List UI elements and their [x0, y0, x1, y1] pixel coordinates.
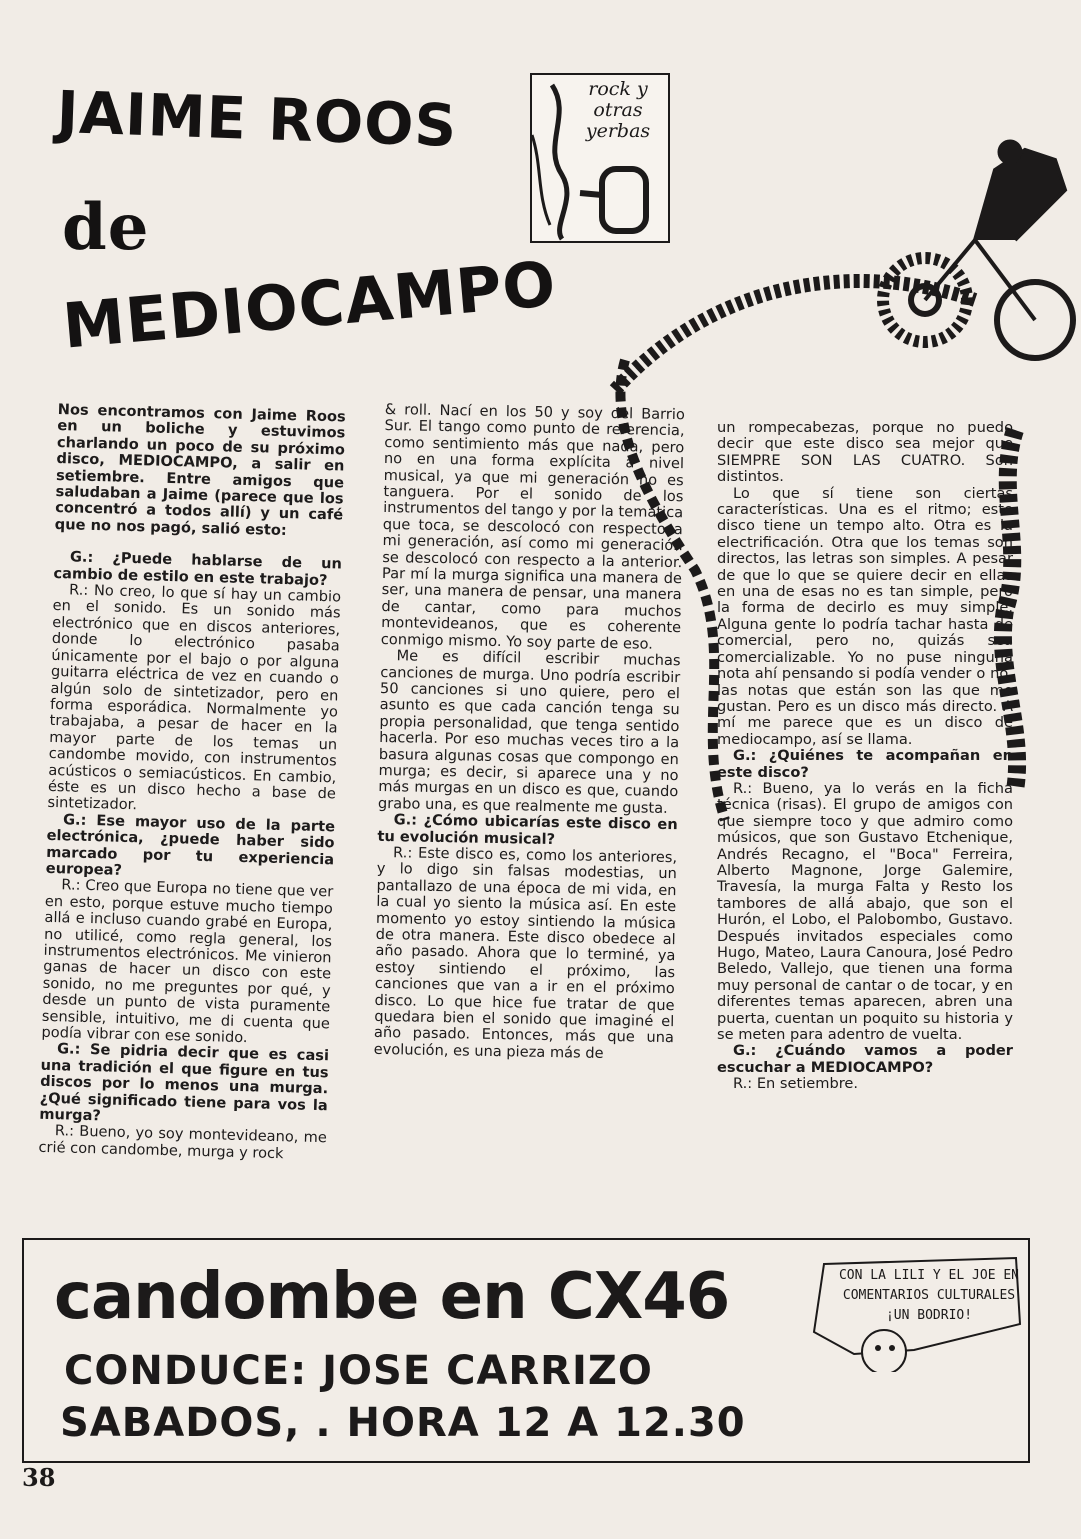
question: G.: Ese mayor uso de la parte electrónica, ¿puede haber sido marcado por tu experiencia europea? [45, 811, 336, 879]
answer: Lo que sí tiene son ciertas características. Una es el ritmo; este disco tiene un tempo alto. Otra es la electrificación. Otra que los temas son directos, las letras son simples. A pesar de que lo que se quiere decir en ellas en una de esas no es tan simple, pero la forma de decirlo es muy simple. Alguna gente lo podría tachar hasta de comercial, pero no, quizás sea comercializable. Yo no puse ninguna nota ahí pensando si podía vender o no, las notas que están son las que me gustan. Pero es un disco más directo. A mí me parece que es un disco de mediocampo, así se llama. [717, 484, 1013, 748]
bubble-text: CON LA LILI Y EL JOE EN COMENTARIOS CULTURALES ¡UN BODRIO! [838, 1268, 1019, 1323]
answer: R.: Este disco es, como los anteriores, y lo digo sin falsas modestias, un pantallazo de una época de mi vida, en la cual yo siento la música así. En este momento yo estoy sintiendo la música de otra manera. Este disco obedece al año pasado. Ahora que lo terminé, ya estoy sintiendo el próximo, las canciones que van a ir en el próximo disco. Lo que hice fue tratar de que quedara bien el sonido que imaginé el año pasado. Entonces, más que una evolución, es una pieza más de [373, 844, 678, 1062]
ad-host: CONDUCE: JOSE CARRIZO [64, 1348, 653, 1394]
answer: Me es difícil escribir muchas canciones de murga. Uno podría escribir 50 canciones si uno quiere, pero el asunto es que cada canción tenga su propia personalidad, que tenga sentido hacerla. Por eso muchas veces tiro a la basura algunas cosas que compongo en murga; es decir, si aparece una y no más murgas en un disco es que, cuando grabo una, es que realmente me gusta. [377, 647, 681, 817]
answer: R.: Bueno, yo soy montevideano, me crié con candombe, murga y rock [38, 1122, 328, 1163]
article-column-3 [717, 420, 1013, 1093]
question: G.: ¿Quiénes te acompañan en este disco? [717, 747, 1013, 781]
answer-continued: & roll. Nací en los 50 y soy del Barrio Sur. El tango como punto de referencia, como sentimiento más que nada, pero no en una forma explícita a nivel musical, ya que mi generación no es tanguera. Por el sonido de los instrumentos del tango y por la temática que toca, se descolocó con respecto a mi generación, así como mi generación se descolocó con respecto a la anterior. Par mí la murga significa una manera de ser, una manera de pensar, una manera de cantar, como para muchos montevideanos, que es coherente conmigo mismo. Yo soy parte de eso. [380, 401, 685, 653]
article-column-1 [38, 402, 346, 1164]
headline-album: MEDIOCAMPO [60, 246, 560, 363]
section-logo-text: rock y otras yerbas [585, 78, 651, 142]
page-number: 38 [22, 1463, 56, 1492]
answer: R.: Bueno, ya lo verás en la ficha técnica (risas). El grupo de amigos con que siempre toco y que admiro como músicos, que son Gustavo Etchenique, Andrés Recagno, el "Boca" Ferreira, Alberto Magnone, Jorge Galemire, Travesía, la murga Falta y Resto los tambores de allá abajo, que son el Hurón, el Lobo, el Palobombo, Gustavo. Después invitados especiales como Hugo, Mateo, Laura Canoura, José Pedro Beledo, Vallejo, que tienen una forma muy personal de cantar o de tocar, y en diferentes temas aparecen, abren una puerta, cuentan un poquito su historia y se meten para adentro de vuelta. [717, 779, 1013, 1044]
speech-bubble [794, 1254, 1022, 1372]
answer: R.: No creo, lo que sí hay un cambio en el sonido. Es un sonido más electrónico que en discos anteriores, donde lo electrónico pasaba únicamente por el bajo o por alguna guitarra eléctrica de vez en cuando o algún solo de sintetizador, pero en forma esporádica. Normalmente yo trabajaba, a pesar de hacer en la mayor parte de los temas un candombe movido, con instrumentos acústicos o semiacústicos. En cambio, éste es un disco hecho a base de sintetizador. [47, 581, 342, 814]
article-intro: Nos encontramos con Jaime Roos en un boliche y estuvimos charlando un poco de su próximo disco, MEDIOCAMPO, a salir en setiembre. Entre amigos que saludaban a Jaime (parece que los concentró a todos allí) y un café que no nos pagó, salió esto: [54, 401, 346, 539]
ad-schedule: SABADOS, . HORA 12 A 12.30 [60, 1400, 746, 1446]
article-column-2 [374, 402, 685, 1063]
headline-name: JAIME ROOS [55, 78, 459, 160]
question: G.: ¿Cómo ubicarías este disco en tu evolución musical? [377, 811, 678, 848]
answer: R.: En setiembre. [733, 1075, 859, 1093]
question: G.: Se pidria decir que es casi una tradición el que figure en tus discos por lo menos una murga. ¿Qué significado tiene para vos la murga? [39, 1040, 330, 1125]
question: G.: ¿Puede hablarse de un cambio de estilo en este trabajo? [53, 548, 343, 589]
radio-advertisement [22, 1238, 1030, 1463]
answer-continued: un rompecabezas, porque no puedo decir que este disco sea mejor que SIEMPRE SON LAS CUATRO. Son distintos. [717, 419, 1013, 486]
ad-title: candombe en CX46 [54, 1260, 730, 1334]
headline-de: de [62, 190, 150, 265]
answer: R.: Creo que Europa no tiene que ver en esto, porque estuve mucho tiempo allá e incluso cuando grabé en Europa, no utilicé, como regla general, los instrumentos electrónicos. Me vinieron ganas de hacer un disco con este sonido, no me preguntes por qué, y desde un punto de vista puramente sensible, intuitivo, me di cuenta que podía vibrar con ese sonido. [41, 876, 334, 1047]
question: G.: ¿Cuándo vamos a poder escuchar a MEDIOCAMPO? [717, 1042, 1013, 1076]
